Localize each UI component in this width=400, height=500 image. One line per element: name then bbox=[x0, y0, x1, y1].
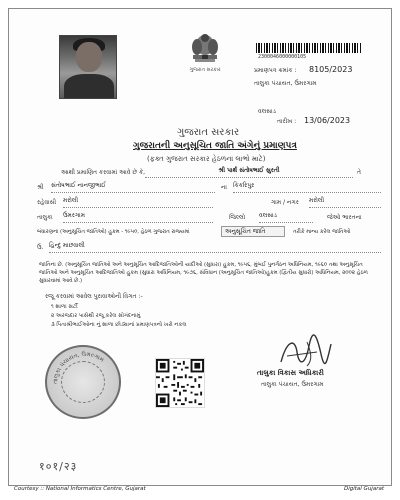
residence-value: મરોલી bbox=[63, 197, 213, 208]
caste-prefix: ઉ. bbox=[37, 244, 44, 251]
footer-brand: Digital Gujarat bbox=[343, 486, 384, 492]
taluka-label: તાલુકા bbox=[37, 214, 53, 221]
order-text: બંધારણના (અનુસૂચિત જાતિઓ) હુકમ - ૧૯૫૦, હેઠળ ગુજરાત રાજ્યમાં bbox=[37, 229, 190, 235]
place-label: વલસાડ bbox=[258, 108, 276, 115]
emblem-caption: ગુજરાત સરકાર bbox=[189, 67, 221, 73]
father-suffix: ના bbox=[221, 184, 227, 191]
signatory-title: તાલુકા વિકાસ અધિકારી bbox=[257, 369, 324, 377]
category-value: અનુસૂચિત જાતિ bbox=[221, 226, 285, 237]
district-value: વલસાડ bbox=[259, 212, 313, 223]
date-label: તારીખ : bbox=[277, 118, 297, 125]
name-suffix: તે bbox=[357, 169, 361, 176]
signatory-office: તાલુકા પંચાયત, ઉમરગામ bbox=[261, 381, 324, 388]
footer-courtesy: Courtesy :: National Informatics Centre, Gujarat bbox=[14, 486, 146, 492]
docs-heading: રજૂ કરવામાં આવેલ પુરાવાઓની વિગત :- bbox=[45, 293, 143, 300]
certificate-title: ગુજરાતની અનુસૂચિત જાતિ અંગેનું પ્રમાણપત્ર bbox=[133, 141, 297, 151]
doc-item: ૧ શાળા સર્ટી bbox=[51, 304, 78, 310]
taluka-value: ઉમરગામ bbox=[63, 212, 213, 223]
footer bbox=[8, 486, 392, 496]
village-city-label: ગામ / નગર bbox=[271, 199, 299, 206]
doc-item: ૩ પિતાશ્રીભાઈઓના નું શાળા છોડ્યાનાં પ્રમાણપત્રનો ખરો નકલ bbox=[51, 322, 187, 328]
cert-number-label: પ્રમાણપત્ર ક્રમાંક : bbox=[254, 67, 297, 74]
father-name: સંતોષભાઈ નાનજીભાઈ bbox=[51, 182, 215, 193]
district-label: જિલ્લો bbox=[229, 214, 246, 221]
state-suffix: જેઓ ભારતના bbox=[327, 214, 362, 221]
applicant-photo bbox=[59, 35, 117, 99]
cert-number: 8105/2023 bbox=[309, 65, 353, 74]
recognized-text: તરીકે માન્ય કરેલ જાતિઓ bbox=[293, 229, 351, 235]
state-emblem-icon bbox=[185, 27, 225, 67]
barcode bbox=[256, 43, 362, 53]
qr-code bbox=[155, 358, 205, 408]
issuing-office: તાલુકા પંચાયત, ઉમરગામ bbox=[254, 80, 317, 87]
government-heading: ગુજરાત સરકાર bbox=[177, 127, 240, 138]
signature bbox=[277, 332, 333, 370]
caste-value: હિન્દુ માછવાલી bbox=[49, 242, 381, 253]
issue-date: 13/06/2023 bbox=[304, 116, 351, 125]
doc-item: ૨ અરજદાર પાસેથી રજૂ કરેલ સોગંદનામું bbox=[51, 313, 141, 319]
official-seal bbox=[45, 345, 121, 419]
certificate-sheet bbox=[8, 8, 392, 486]
applicant-name: શ્રી પાર્થ સંતોષભાઈ સુરતી bbox=[145, 167, 353, 178]
svg-text:તાલુકા પંચાયત, ઉમરગામ bbox=[52, 350, 105, 384]
docs-list bbox=[51, 303, 187, 330]
barcode-number: 2300046000000105 bbox=[258, 54, 307, 60]
legal-paragraph: જાતિના છે. (અનુસૂચિત જાતિઓ અને અનુસૂચિત આદિજાતિઓની યાદીઓ (સુધારા) હુકમ, ૧૯૫૬, મુંબઈ પુનર્ગઠન અધિનિયમ, ૧૯૬૦ તથા અનુસૂચિત જાતિઓ અને અનુસૂચિત આદિજાતિઓ હુકમ (સુધારા અધિનિયમ, ૧૯૭૬, સંવિધાન (અનુસૂચિત જાતિઓ)હુકમ (દ્વિતીય સુધારો) અધિનિયમ, ૨૦૦૨ હેઠળ સુધારવામાં આવે છે.) bbox=[39, 262, 368, 284]
residence-label: રહેવાસી bbox=[37, 199, 57, 206]
certificate-subtitle: (ફક્ત ગુજરાત સરકાર હેઠળના લાભો માટે) bbox=[147, 155, 266, 163]
village-name: કિકરિપુર bbox=[233, 182, 381, 193]
certify-text: આથી પ્રમાણિત કરવામાં આવે છે કે, bbox=[61, 169, 146, 176]
prefix: શ્રી bbox=[37, 184, 44, 191]
village-city-value: મરોલી bbox=[309, 197, 381, 208]
handwritten-reference: १०१/२३ bbox=[39, 460, 78, 473]
seal-text: તાલુકા પંચાયત, ઉમરગામ bbox=[51, 350, 106, 385]
